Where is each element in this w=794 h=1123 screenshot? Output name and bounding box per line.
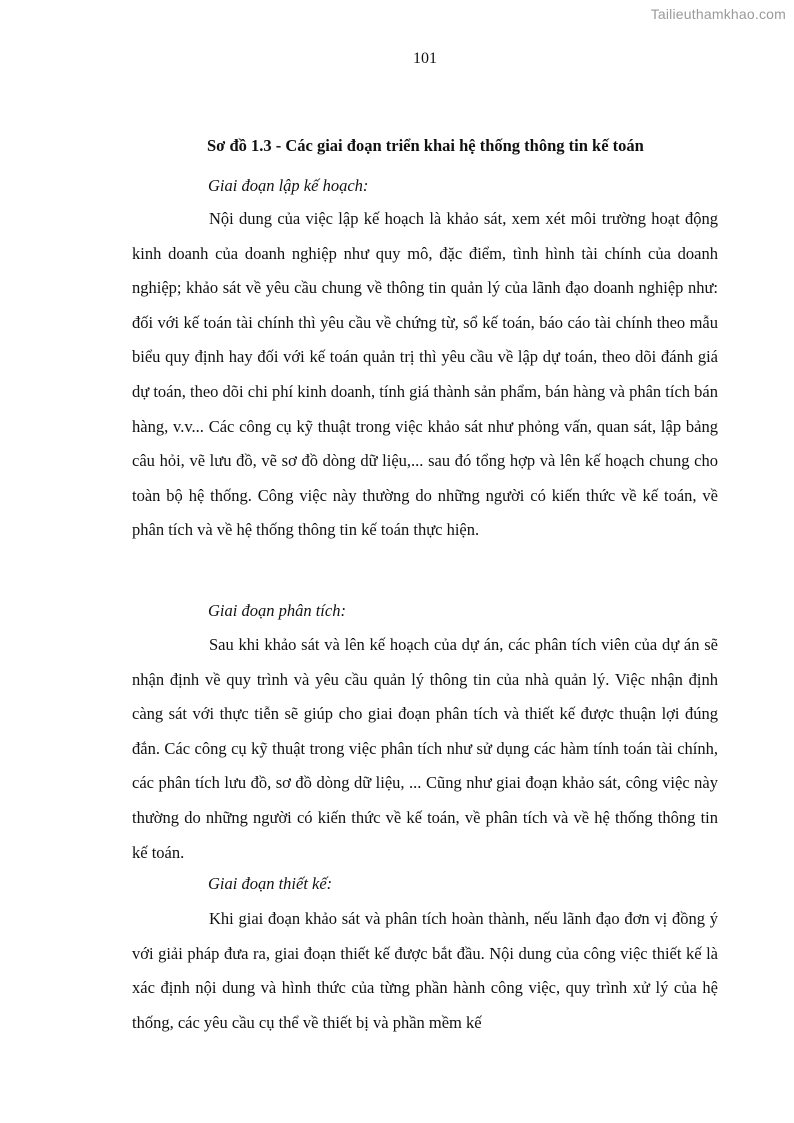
section-body-analysis: Sau khi khảo sát và lên kế hoạch của dự án, các phân tích viên của dự án sẽ nhận định về quy trình và yêu cầu quản lý thông tin của nhà quản lý. Việc nhận định càng sát với thực tiễn sẽ giúp cho giai đoạn phân tích và thiết kế được thuận lợi đúng đắn. Các công cụ kỹ thuật trong việc phân tích như sử dụng các hàm tính toán tài chính, các phân tích lưu đồ, sơ đồ dòng dữ liệu, ... Cũng như giai đoạn khảo sát, công việc này thường do những người có kiến thức về kế toán, về phân tích và về hệ thống thông tin kế toán. [132,635,718,862]
diagram-heading: Sơ đồ 1.3 - Các giai đoạn triển khai hệ thống thông tin kế toán [207,136,644,155]
section-title-design: Giai đoạn thiết kế: [208,874,333,893]
page-number: 101 [413,50,437,67]
section-title-analysis: Giai đoạn phân tích: [208,601,346,620]
section-title-planning: Giai đoạn lập kế hoạch: [208,176,369,195]
section-body-design: Khi giai đoạn khảo sát và phân tích hoàn thành, nếu lãnh đạo đơn vị đồng ý với giải pháp đưa ra, giai đoạn thiết kế được bắt đầu. Nội dung của công việc thiết kế là xác định nội dung và hình thức của từng phần hành công việc, quy trình xử lý của hệ thống, các yêu cầu cụ thể về thiết bị và phần mềm kế [132,909,718,1032]
watermark: Tailieuthamkhao.com [650,6,786,22]
section-body-planning: Nội dung của việc lập kế hoạch là khảo sát, xem xét môi trường hoạt động kinh doanh của doanh nghiệp như quy mô, đặc điểm, tình hình tài chính của doanh nghiệp; khảo sát về yêu cầu chung về thông tin quản lý của lãnh đạo doanh nghiệp như: đối với kế toán tài chính thì yêu cầu về chứng từ, sổ kế toán, báo cáo tài chính theo mẫu biểu quy định hay đối với kế toán quản trị thì yêu cầu về lập dự toán, theo dõi đánh giá dự toán, theo dõi chi phí kinh doanh, tính giá thành sản phẩm, bán hàng và phân tích bán hàng, v.v... Các công cụ kỹ thuật trong việc khảo sát như phỏng vấn, quan sát, lập bảng câu hỏi, vẽ lưu đồ, vẽ sơ đồ dòng dữ liệu,... sau đó tổng hợp và lên kế hoạch chung cho toàn bộ hệ thống. Công việc này thường do những người có kiến thức về kế toán, về phân tích và về hệ thống thông tin kế toán thực hiện. [132,209,718,540]
